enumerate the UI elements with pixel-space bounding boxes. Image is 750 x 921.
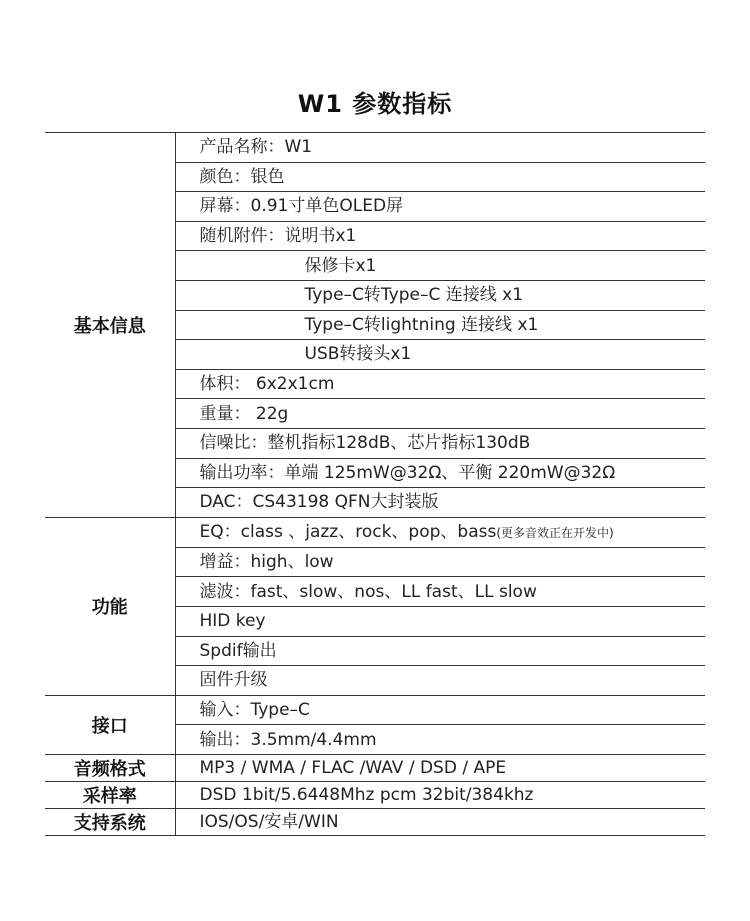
product-name: 产品名称：W1 <box>175 133 705 163</box>
eq-text: EQ：class 、jazz、rock、pop、bass <box>199 521 497 542</box>
eq <box>175 517 705 547</box>
color: 颜色：银色 <box>175 162 705 192</box>
dimensions: 体积： 6x2x1cm <box>175 369 705 399</box>
snr: 信噪比：整机指标128dB、芯片指标130dB <box>175 428 705 458</box>
accessory-c-to-c-cable: Type–C转Type–C 连接线 x1 <box>175 280 705 310</box>
category-supported-systems: 支持系统 <box>45 808 175 835</box>
category-basic-info: 基本信息 <box>45 133 175 518</box>
sample-rate: DSD 1bit/5.6448Mhz pcm 32bit/384khz <box>175 781 705 808</box>
spdif-output: Spdif输出 <box>175 636 705 666</box>
category-interfaces: 接口 <box>45 695 175 754</box>
spec-table <box>45 132 705 836</box>
output-port: 输出：3.5mm/4.4mm <box>175 725 705 755</box>
table-row <box>45 133 705 163</box>
hid-key: HID key <box>175 606 705 636</box>
eq-note: (更多音效正在开发中) <box>496 525 614 540</box>
category-audio-formats: 音频格式 <box>45 754 175 781</box>
screen: 屏幕：0.91寸单色OLED屏 <box>175 192 705 222</box>
gain: 增益：high、low <box>175 547 705 577</box>
accessories: 随机附件：说明书x1 <box>175 221 705 251</box>
dac: DAC：CS43198 QFN大封装版 <box>175 488 705 518</box>
accessory-warranty-card: 保修卡x1 <box>175 251 705 281</box>
supported-systems: IOS/OS/安卓/WIN <box>175 808 705 835</box>
table-row <box>45 754 705 781</box>
category-sample-rate: 采样率 <box>45 781 175 808</box>
table-row <box>45 695 705 725</box>
page-title: W1 参数指标 <box>297 90 453 118</box>
firmware-upgrade: 固件升级 <box>175 666 705 696</box>
accessory-usb-adapter: USB转接头x1 <box>175 340 705 370</box>
input-port: 输入：Type–C <box>175 695 705 725</box>
accessory-c-to-lightning-cable: Type–C转lightning 连接线 x1 <box>175 310 705 340</box>
weight: 重量： 22g <box>175 399 705 429</box>
category-functions: 功能 <box>45 517 175 695</box>
filter: 滤波：fast、slow、nos、LL fast、LL slow <box>175 577 705 607</box>
audio-formats: MP3 / WMA / FLAC /WAV / DSD / APE <box>175 754 705 781</box>
table-row <box>45 808 705 835</box>
table-row <box>45 517 705 547</box>
table-row <box>45 781 705 808</box>
output-power: 输出功率：单端 125mW@32Ω、平衡 220mW@32Ω <box>175 458 705 488</box>
